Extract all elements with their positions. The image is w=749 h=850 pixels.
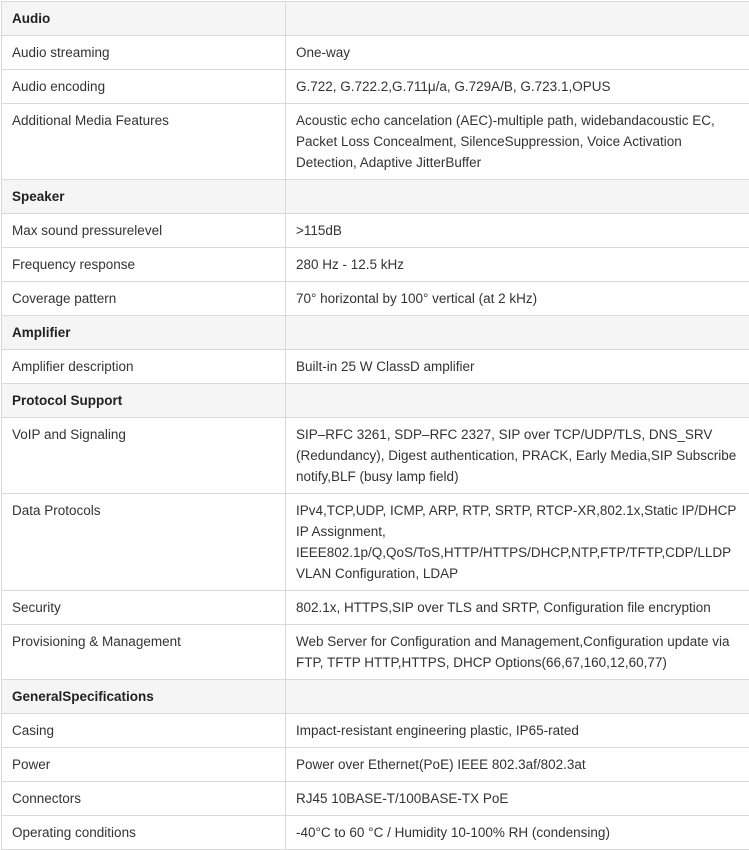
- spec-label: Data Protocols: [2, 494, 286, 591]
- table-row: [2, 248, 749, 282]
- section-header-audio: [2, 2, 749, 36]
- spec-value: Web Server for Configuration and Management,Configuration update via FTP, TFTP HTTP,HTTPS, DHCP Options(66,67,160,12,60,77): [286, 625, 749, 680]
- spec-label: Operating conditions: [2, 816, 286, 850]
- spec-value: RJ45 10BASE-T/100BASE-TX PoE: [286, 782, 749, 816]
- spec-value: 280 Hz - 12.5 kHz: [286, 248, 749, 282]
- spec-label: Max sound pressurelevel: [2, 214, 286, 248]
- spec-label: Security: [2, 591, 286, 625]
- spec-value: G.722, G.722.2,G.711μ/a, G.729A/B, G.723.1,OPUS: [286, 70, 749, 104]
- spec-value: -40°C to 60 °C / Humidity 10-100% RH (condensing): [286, 816, 749, 850]
- table-row: [2, 782, 749, 816]
- section-header-general-specifications: [2, 680, 749, 714]
- section-empty-cell: [286, 316, 749, 350]
- spec-label: Connectors: [2, 782, 286, 816]
- table-row: [2, 748, 749, 782]
- section-header-speaker: [2, 180, 749, 214]
- section-empty-cell: [286, 2, 749, 36]
- spec-value: SIP–RFC 3261, SDP–RFC 2327, SIP over TCP/UDP/TLS, DNS_SRV (Redundancy), Digest authentication, PRACK, Early Media,SIP Subscribe notify,BLF (busy lamp field): [286, 418, 749, 494]
- spec-label: Additional Media Features: [2, 104, 286, 180]
- table-row: [2, 625, 749, 680]
- table-row: [2, 591, 749, 625]
- spec-label: Audio encoding: [2, 70, 286, 104]
- spec-value: Impact-resistant engineering plastic, IP65-rated: [286, 714, 749, 748]
- spec-value: >115dB: [286, 214, 749, 248]
- spec-value: 70° horizontal by 100° vertical (at 2 kHz): [286, 282, 749, 316]
- specifications-table: [1, 1, 749, 850]
- table-row: [2, 36, 749, 70]
- section-title: GeneralSpecifications: [2, 680, 286, 714]
- spec-label: Casing: [2, 714, 286, 748]
- table-row: [2, 282, 749, 316]
- section-title: Amplifier: [2, 316, 286, 350]
- table-row: [2, 70, 749, 104]
- table-row: [2, 494, 749, 591]
- spec-label: Audio streaming: [2, 36, 286, 70]
- table-row: [2, 214, 749, 248]
- spec-value: IPv4,TCP,UDP, ICMP, ARP, RTP, SRTP, RTCP-XR,802.1x,Static IP/DHCP IP Assignment, IEEE802.1p/Q,QoS/ToS,HTTP/HTTPS/DHCP,NTP,FTP/TFTP,CDP/LLDP VLAN Configuration, LDAP: [286, 494, 749, 591]
- section-empty-cell: [286, 384, 749, 418]
- section-title: Protocol Support: [2, 384, 286, 418]
- section-empty-cell: [286, 180, 749, 214]
- spec-value: Power over Ethernet(PoE) IEEE 802.3af/802.3at: [286, 748, 749, 782]
- spec-label: Frequency response: [2, 248, 286, 282]
- spec-value: Acoustic echo cancelation (AEC)-multiple path, widebandacoustic EC, Packet Loss Concealment, SilenceSuppression, Voice Activation Detection, Adaptive JitterBuffer: [286, 104, 749, 180]
- spec-label: Power: [2, 748, 286, 782]
- table-row: [2, 418, 749, 494]
- spec-label: Coverage pattern: [2, 282, 286, 316]
- spec-value: Built-in 25 W ClassD amplifier: [286, 350, 749, 384]
- table-row: [2, 714, 749, 748]
- section-header-amplifier: [2, 316, 749, 350]
- spec-value: 802.1x, HTTPS,SIP over TLS and SRTP, Configuration file encryption: [286, 591, 749, 625]
- section-title: Audio: [2, 2, 286, 36]
- spec-label: Provisioning & Management: [2, 625, 286, 680]
- spec-label: VoIP and Signaling: [2, 418, 286, 494]
- spec-label: Amplifier description: [2, 350, 286, 384]
- section-empty-cell: [286, 680, 749, 714]
- table-row: [2, 104, 749, 180]
- section-header-protocol-support: [2, 384, 749, 418]
- table-row: [2, 816, 749, 850]
- spec-value: One-way: [286, 36, 749, 70]
- table-row: [2, 350, 749, 384]
- section-title: Speaker: [2, 180, 286, 214]
